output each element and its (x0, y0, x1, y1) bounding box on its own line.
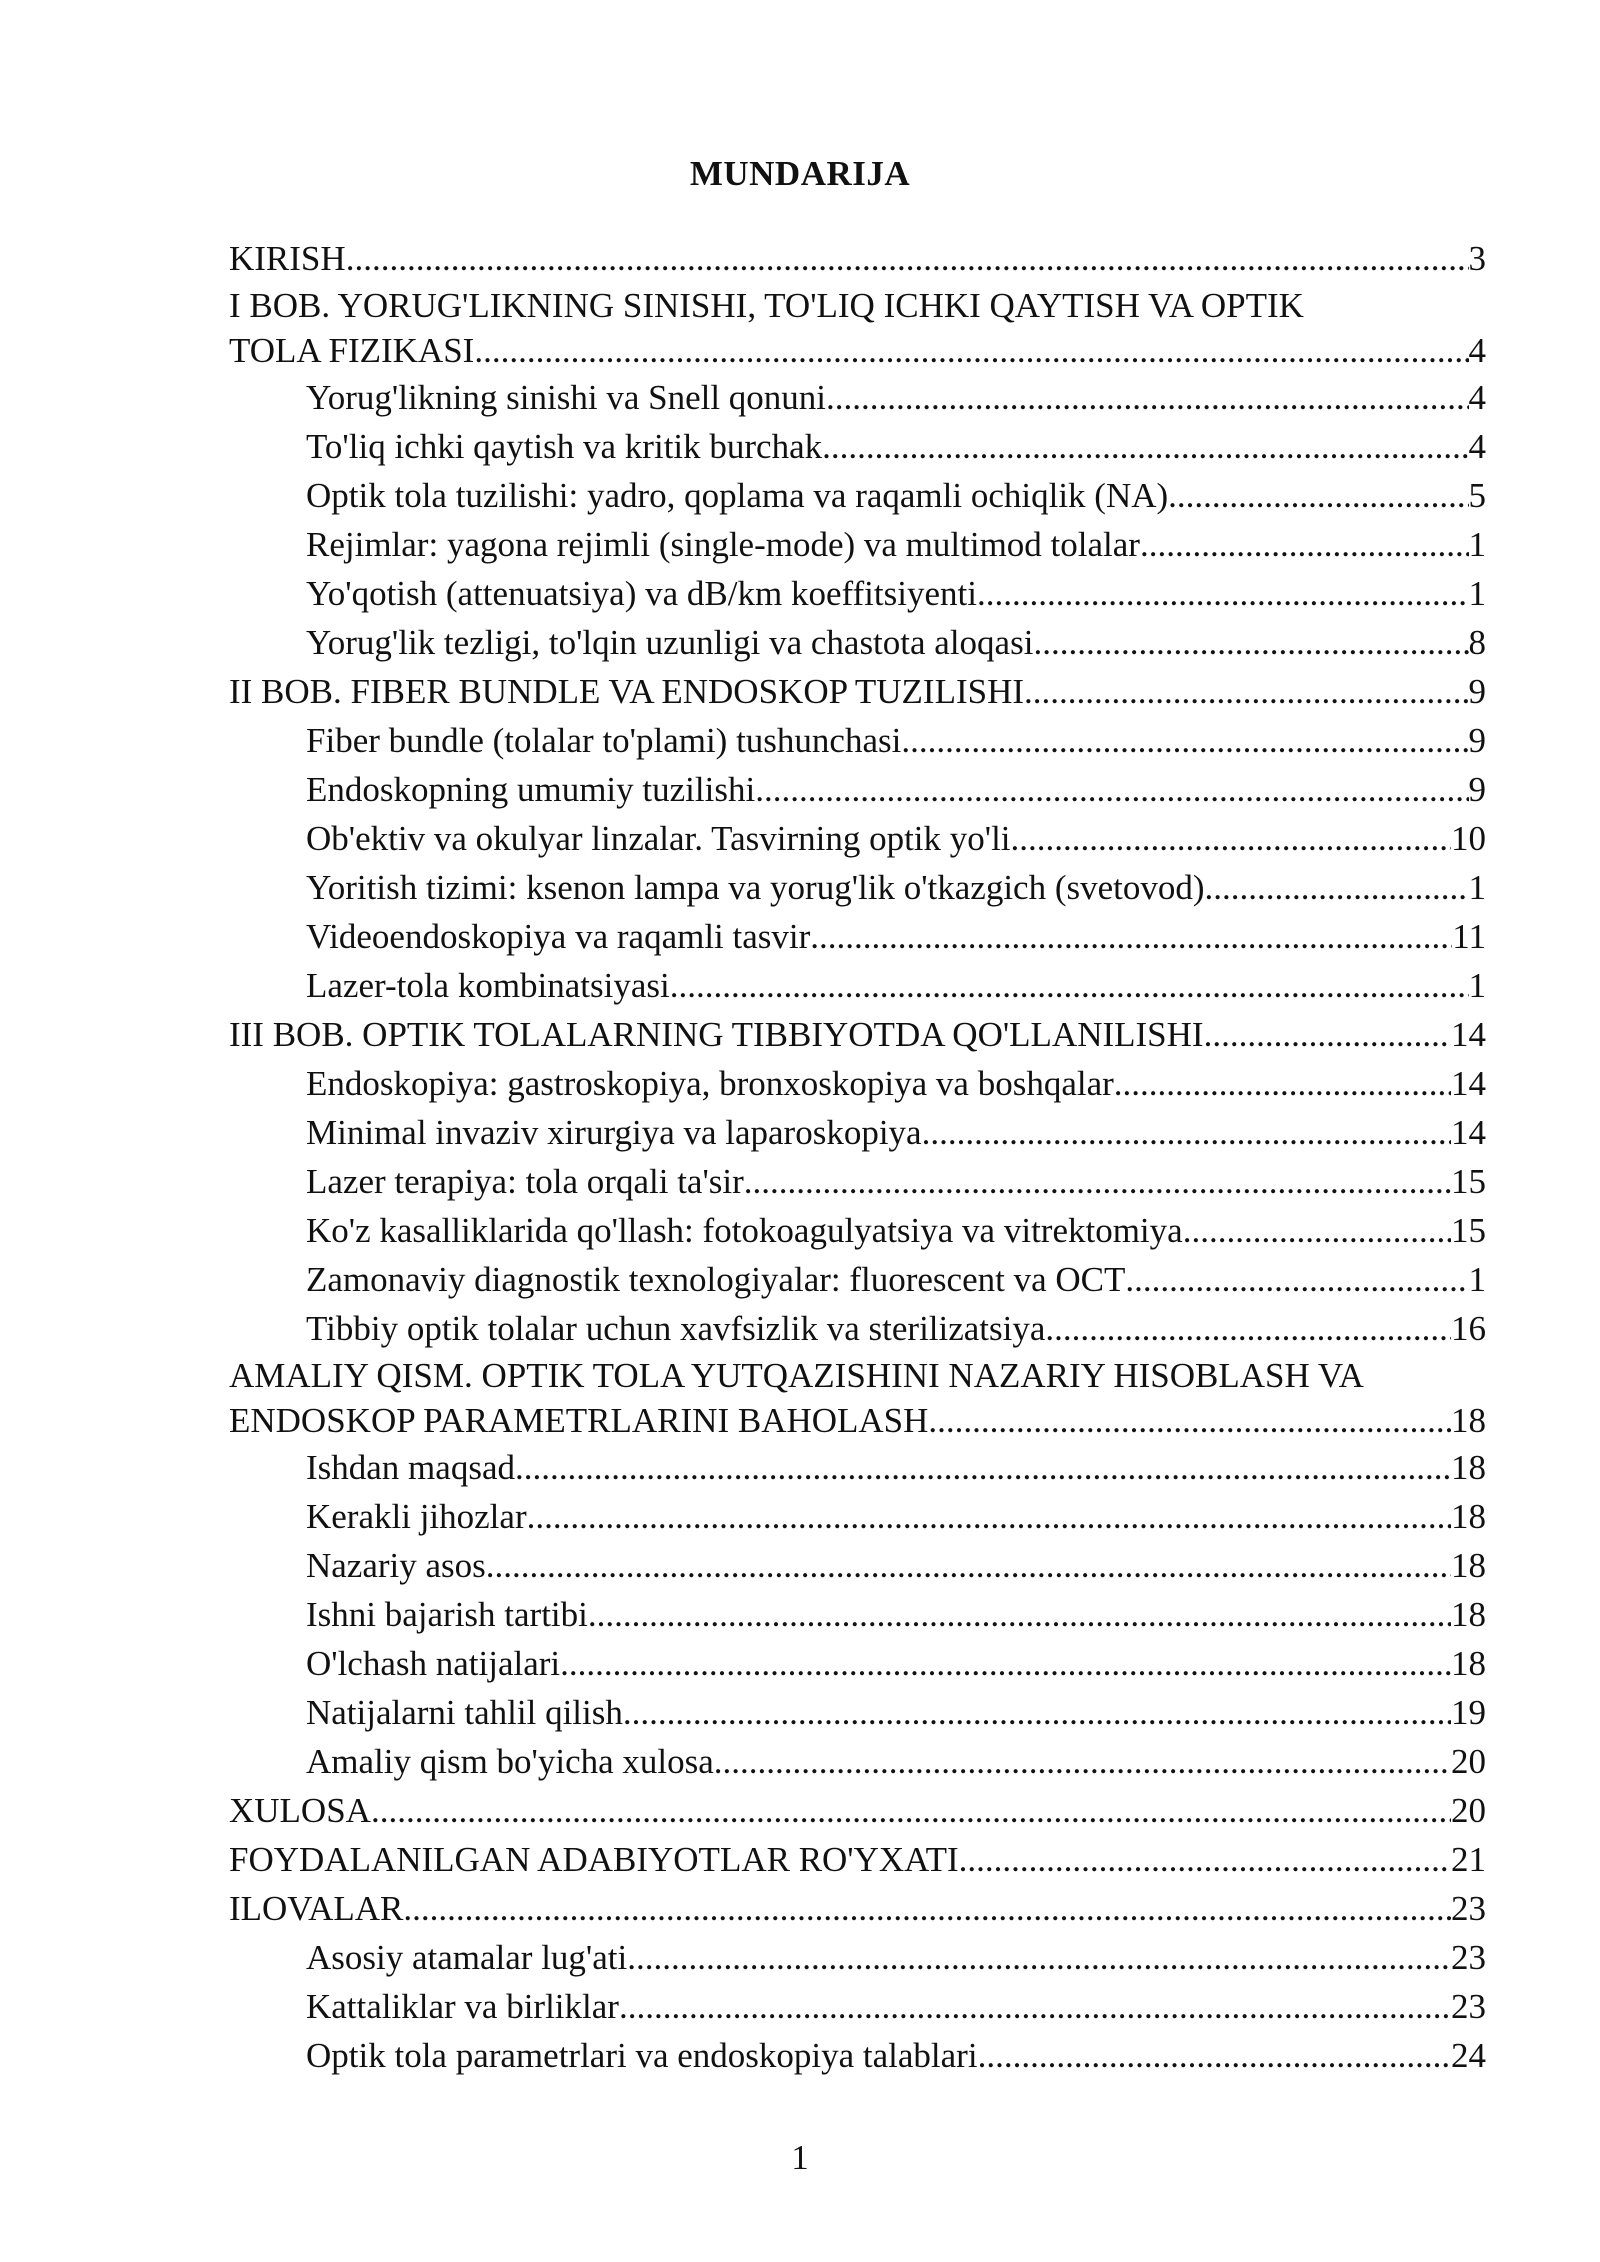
table-of-contents (229, 234, 1486, 2080)
toc-entry-page: 15 (1451, 1211, 1486, 1250)
toc-entry-label: Rejimlar: yagona rejimli (single-mode) va multimod tolalar (306, 525, 1140, 564)
dot-leader (670, 961, 1469, 1010)
toc-section-entry[interactable] (229, 471, 1486, 520)
toc-section-entry[interactable] (229, 1688, 1486, 1737)
toc-entry-line (229, 328, 1486, 373)
toc-section-entry[interactable] (229, 1206, 1486, 1255)
toc-entry-page: 23 (1451, 1938, 1486, 1977)
dot-leader (1024, 667, 1468, 716)
dot-leader (1114, 1059, 1451, 1108)
toc-entry-page: 23 (1451, 1987, 1486, 2026)
toc-entry-label: Ishni bajarish tartibi (306, 1595, 588, 1634)
toc-entry-page: 1 (1468, 1260, 1486, 1299)
toc-entry-label: Natijalarni tahlil qilish (306, 1693, 623, 1732)
toc-entry-page: 14 (1451, 1113, 1486, 1152)
toc-entry-label: Optik tola parametrlari va endoskopiya talablari (306, 2036, 978, 2075)
toc-section-entry[interactable] (229, 1933, 1486, 1982)
toc-section-entry[interactable] (229, 1108, 1486, 1157)
toc-entry-label: III BOB. OPTIK TOLALARNING TIBBIYOTDA QO'LLANILISHI (229, 1015, 1204, 1054)
toc-entry-page: 18 (1451, 1448, 1486, 1487)
toc-entry-page: 3 (1468, 239, 1486, 278)
toc-entry[interactable] (229, 283, 1486, 373)
dot-leader (346, 234, 1469, 283)
toc-entry-page: 8 (1468, 623, 1486, 662)
toc-entry-line (229, 1398, 1486, 1443)
toc-title: MUNDARIJA (689, 154, 911, 193)
toc-entry-label: Tibbiy optik tolalar uchun xavfsizlik va sterilizatsiya (306, 1309, 1046, 1348)
toc-chapter-entry[interactable] (229, 1786, 1486, 1835)
toc-entry-page: 18 (1451, 1595, 1486, 1634)
toc-chapter-entry[interactable] (229, 1884, 1486, 1933)
toc-entry-label: Kattaliklar va birliklar (306, 1987, 619, 2026)
toc-entry-page: 23 (1451, 1889, 1486, 1928)
dot-leader (901, 716, 1468, 765)
dot-leader (826, 373, 1468, 422)
toc-section-entry[interactable] (229, 1157, 1486, 1206)
dot-leader (588, 1590, 1451, 1639)
dot-leader (755, 765, 1468, 814)
toc-entry-page: 24 (1451, 2036, 1486, 2075)
toc-entry-page: 9 (1468, 770, 1486, 809)
toc-entry-label: Ishdan maqsad (306, 1448, 515, 1487)
toc-entry-page: 14 (1451, 1015, 1486, 1054)
dot-leader (959, 1835, 1451, 1884)
toc-entry-label: Yo'qotish (attenuatsiya) va dB/km koeffitsiyenti (306, 574, 977, 613)
toc-section-entry[interactable] (229, 1737, 1486, 1786)
toc-section-entry[interactable] (229, 912, 1486, 961)
dot-leader (560, 1639, 1451, 1688)
toc-entry-page: 15 (1451, 1162, 1486, 1201)
toc-section-entry[interactable] (229, 1443, 1486, 1492)
toc-entry-page: 10 (1451, 819, 1486, 858)
dot-leader (744, 1157, 1451, 1206)
dot-leader (627, 1933, 1451, 1982)
toc-entry-page: 4 (1468, 331, 1486, 370)
toc-entry-label: Endoskopning umumiy tuzilishi (306, 770, 756, 809)
toc-entry-page: 16 (1451, 1309, 1486, 1348)
toc-entry-page: 18 (1451, 1644, 1486, 1683)
toc-section-entry[interactable] (229, 1541, 1486, 1590)
dot-leader (1168, 471, 1468, 520)
toc-entry-page: 9 (1468, 672, 1486, 711)
dot-leader (1125, 1255, 1468, 1304)
dot-leader (1045, 1304, 1451, 1353)
toc-section-entry[interactable] (229, 2031, 1486, 2080)
toc-section-entry[interactable] (229, 716, 1486, 765)
toc-entry-label: II BOB. FIBER BUNDLE VA ENDOSKOP TUZILISHI (229, 672, 1025, 711)
dot-leader (1140, 520, 1469, 569)
toc-entry-label: Yorug'lik tezligi, to'lqin uzunligi va chastota aloqasi (306, 623, 1034, 662)
toc-section-entry[interactable] (229, 569, 1486, 618)
dot-leader (714, 1737, 1451, 1786)
dot-leader (474, 328, 1468, 373)
toc-entry-label: Lazer-tola kombinatsiyasi (306, 966, 670, 1005)
toc-entry-label: Videoendoskopiya va raqamli tasvir (306, 917, 811, 956)
toc-section-entry[interactable] (229, 961, 1486, 1010)
toc-section-entry[interactable] (229, 1255, 1486, 1304)
toc-section-entry[interactable] (229, 618, 1486, 667)
toc-chapter-entry[interactable] (229, 234, 1486, 283)
toc-section-entry[interactable] (229, 1059, 1486, 1108)
dot-leader (403, 1884, 1451, 1933)
page-number: 1 (791, 2138, 809, 2177)
dot-leader (1205, 863, 1469, 912)
toc-section-entry[interactable] (229, 1982, 1486, 2031)
toc-entry-label: Nazariy asos (306, 1546, 486, 1585)
toc-entry-page: 19 (1451, 1693, 1486, 1732)
toc-entry-page: 14 (1451, 1064, 1486, 1103)
toc-entry-label: TOLA FIZIKASI (229, 331, 475, 370)
toc-section-entry[interactable] (229, 765, 1486, 814)
dot-leader (977, 569, 1469, 618)
toc-entry-page: 4 (1468, 378, 1486, 417)
toc-section-entry[interactable] (229, 814, 1486, 863)
toc-entry-label: FOYDALANILGAN ADABIYOTLAR RO'YXATI (229, 1840, 959, 1879)
toc-entry-label: Yorug'likning sinishi va Snell qonuni (306, 378, 827, 417)
dot-leader (527, 1492, 1451, 1541)
toc-entry-label: Ko'z kasalliklarida qo'llash: fotokoagulyatsiya va vitrektomiya (306, 1211, 1183, 1250)
dot-leader (1011, 814, 1451, 863)
toc-entry-page: 18 (1451, 1401, 1486, 1440)
dot-leader (371, 1786, 1451, 1835)
toc-entry-label: ENDOSKOP PARAMETRLARINI BAHOLASH (229, 1401, 929, 1440)
toc-entry[interactable] (229, 1353, 1486, 1443)
toc-section-entry[interactable] (229, 863, 1486, 912)
dot-leader (922, 1108, 1451, 1157)
toc-chapter-entry[interactable] (229, 1835, 1486, 1884)
toc-entry-page: 1 (1468, 966, 1486, 1005)
toc-entry-page: 1 (1468, 868, 1486, 907)
dot-leader (928, 1398, 1451, 1443)
toc-entry-label: Zamonaviy diagnostik texnologiyalar: fluorescent va OCT (306, 1260, 1126, 1299)
toc-entry-label: Endoskopiya: gastroskopiya, bronxoskopiya va boshqalar (306, 1064, 1114, 1103)
toc-entry-label: AMALIY QISM. OPTIK TOLA YUTQAZISHINI NAZARIY HISOBLASH VA (229, 1356, 1364, 1395)
toc-entry-label: To'liq ichki qaytish va kritik burchak (306, 427, 823, 466)
toc-entry-label: O'lchash natijalari (306, 1644, 561, 1683)
dot-leader (1033, 618, 1468, 667)
toc-chapter-entry[interactable] (229, 667, 1486, 716)
toc-section-entry[interactable] (229, 520, 1486, 569)
toc-entry-page: 20 (1451, 1791, 1486, 1830)
toc-entry-page: 4 (1468, 427, 1486, 466)
toc-entry-page: 18 (1451, 1497, 1486, 1536)
toc-entry-label: Fiber bundle (tolalar to'plami) tushunchasi (306, 721, 902, 760)
toc-entry-label: Ob'ektiv va okulyar linzalar. Tasvirning optik yo'li (306, 819, 1011, 858)
toc-entry-label: KIRISH (229, 239, 346, 278)
toc-entry-page: 1 (1468, 574, 1486, 613)
dot-leader (619, 1982, 1451, 2031)
toc-section-entry[interactable] (229, 1590, 1486, 1639)
dot-leader (810, 912, 1452, 961)
toc-section-entry[interactable] (229, 1639, 1486, 1688)
toc-entry-page: 9 (1468, 721, 1486, 760)
toc-section-entry[interactable] (229, 1304, 1486, 1353)
dot-leader (1204, 1010, 1451, 1059)
toc-entry-label: XULOSA (229, 1791, 371, 1830)
dot-leader (978, 2031, 1451, 2080)
dot-leader (1183, 1206, 1451, 1255)
toc-entry-label: ILOVALAR (229, 1889, 404, 1928)
toc-entry-page: 5 (1468, 476, 1486, 515)
toc-entry-label: Minimal invaziv xirurgiya va laparoskopiya (306, 1113, 922, 1152)
dot-leader (623, 1688, 1451, 1737)
toc-section-entry[interactable] (229, 422, 1486, 471)
toc-chapter-entry[interactable] (229, 1010, 1486, 1059)
toc-entry-page: 21 (1451, 1840, 1486, 1879)
toc-entry-label: Optik tola tuzilishi: yadro, qoplama va raqamli ochiqlik (NA) (306, 476, 1169, 515)
dot-leader (486, 1541, 1451, 1590)
toc-entry-label: Kerakli jihozlar (306, 1497, 527, 1536)
toc-entry-page: 1 (1468, 525, 1486, 564)
toc-entry-page: 20 (1451, 1742, 1486, 1781)
toc-entry-page: 18 (1451, 1546, 1486, 1585)
toc-entry-label: I BOB. YORUG'LIKNING SINISHI, TO'LIQ ICHKI QAYTISH VA OPTIK (229, 286, 1304, 325)
dot-leader (515, 1443, 1451, 1492)
toc-entry-label: Yoritish tizimi: ksenon lampa va yorug'lik o'tkazgich (svetovod) (306, 868, 1205, 907)
toc-section-entry[interactable] (229, 1492, 1486, 1541)
dot-leader (822, 422, 1468, 471)
toc-entry-label: Asosiy atamalar lug'ati (306, 1938, 628, 1977)
toc-entry-label: Lazer terapiya: tola orqali ta'sir (306, 1162, 744, 1201)
toc-entry-label: Amaliy qism bo'yicha xulosa (306, 1742, 714, 1781)
toc-entry-page: 11 (1452, 917, 1486, 956)
toc-section-entry[interactable] (229, 373, 1486, 422)
